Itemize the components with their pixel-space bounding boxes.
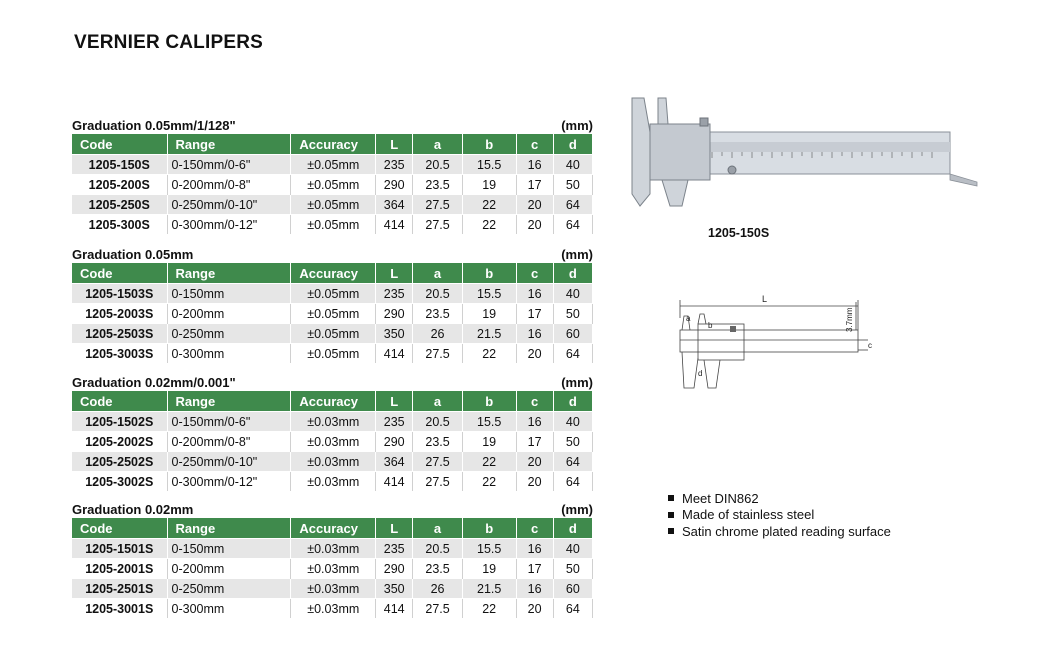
table-cell: 50 [553, 304, 592, 324]
section-heading: Graduation 0.05mm [72, 247, 194, 262]
product-code-cell: 1205-3003S [72, 344, 167, 364]
section-heading-row [72, 502, 593, 518]
section-heading: Graduation 0.02mm [72, 502, 194, 517]
table-cell: ±0.05mm [291, 175, 376, 195]
table-cell: 40 [553, 539, 592, 559]
column-header: a [413, 518, 463, 539]
table-cell: 27.5 [413, 195, 463, 215]
table-cell: 0-150mm [167, 284, 291, 304]
table-cell: ±0.03mm [291, 559, 376, 579]
table-cell: 21.5 [462, 324, 516, 344]
section-heading-row [72, 247, 593, 263]
table-cell: 20 [516, 472, 553, 492]
section-heading: Graduation 0.05mm/1/128" [72, 118, 236, 133]
feature-item [668, 490, 891, 507]
table-cell: ±0.03mm [291, 599, 376, 619]
table-row [72, 324, 593, 344]
column-header: Code [72, 263, 167, 284]
product-code-cell: 1205-200S [72, 175, 167, 195]
table-row [72, 284, 593, 304]
column-header: b [462, 263, 516, 284]
unit-label: (mm) [561, 375, 593, 390]
table-cell: 22 [462, 195, 516, 215]
column-header: d [553, 518, 592, 539]
table-cell: 19 [462, 304, 516, 324]
column-header: a [413, 134, 463, 155]
product-code-cell: 1205-3001S [72, 599, 167, 619]
table-cell: 0-250mm [167, 579, 291, 599]
table-cell: 0-200mm/0-8" [167, 175, 291, 195]
product-code-cell: 1205-1503S [72, 284, 167, 304]
table-cell: 60 [553, 579, 592, 599]
table-cell: 0-200mm [167, 304, 291, 324]
column-header: c [516, 391, 553, 412]
table-cell: 64 [553, 344, 592, 364]
spec-section [72, 375, 593, 491]
spec-table [72, 263, 593, 363]
table-cell: 15.5 [462, 155, 516, 175]
column-header: Range [167, 391, 291, 412]
bullet-icon [668, 528, 674, 534]
table-row [72, 344, 593, 364]
table-cell: ±0.05mm [291, 284, 376, 304]
bullet-icon [668, 495, 674, 501]
table-row [72, 452, 593, 472]
product-code-cell: 1205-3002S [72, 472, 167, 492]
spec-section [72, 247, 593, 363]
table-cell: 414 [376, 599, 413, 619]
table-cell: ±0.03mm [291, 539, 376, 559]
column-header: a [413, 263, 463, 284]
table-cell: 22 [462, 472, 516, 492]
column-header: Range [167, 518, 291, 539]
table-cell: 27.5 [413, 452, 463, 472]
table-cell: 20.5 [413, 539, 463, 559]
feature-text: Meet DIN862 [682, 490, 759, 506]
dim-label-height: 3.7mm [845, 307, 854, 332]
product-code-cell: 1205-2001S [72, 559, 167, 579]
product-code-cell: 1205-2003S [72, 304, 167, 324]
column-header: c [516, 518, 553, 539]
table-cell: 50 [553, 559, 592, 579]
table-cell: 19 [462, 559, 516, 579]
table-cell: 235 [376, 284, 413, 304]
table-cell: ±0.03mm [291, 432, 376, 452]
table-cell: 23.5 [413, 559, 463, 579]
section-heading: Graduation 0.02mm/0.001" [72, 375, 236, 390]
table-row [72, 412, 593, 432]
table-cell: ±0.05mm [291, 195, 376, 215]
table-cell: ±0.05mm [291, 304, 376, 324]
spec-table [72, 518, 593, 618]
table-cell: ±0.05mm [291, 155, 376, 175]
table-cell: 23.5 [413, 175, 463, 195]
table-cell: 20 [516, 344, 553, 364]
table-cell: 17 [516, 175, 553, 195]
dimension-diagram [668, 288, 878, 400]
table-cell: 414 [376, 472, 413, 492]
table-cell: 350 [376, 579, 413, 599]
table-cell: 0-250mm/0-10" [167, 195, 291, 215]
table-row [72, 599, 593, 619]
table-cell: 27.5 [413, 599, 463, 619]
table-cell: 19 [462, 432, 516, 452]
table-cell: 15.5 [462, 539, 516, 559]
table-cell: 290 [376, 432, 413, 452]
table-cell: 22 [462, 215, 516, 235]
table-row [72, 472, 593, 492]
table-cell: 40 [553, 412, 592, 432]
column-header: d [553, 263, 592, 284]
table-row [72, 579, 593, 599]
dim-label-c: c [868, 341, 872, 350]
table-cell: 364 [376, 195, 413, 215]
table-cell: 350 [376, 324, 413, 344]
table-cell: 16 [516, 284, 553, 304]
table-row [72, 559, 593, 579]
table-cell: 235 [376, 412, 413, 432]
table-cell: 60 [553, 324, 592, 344]
column-header: b [462, 518, 516, 539]
table-row [72, 215, 593, 235]
table-cell: 290 [376, 175, 413, 195]
table-row [72, 304, 593, 324]
feature-item [668, 507, 891, 524]
table-row [72, 155, 593, 175]
table-cell: 414 [376, 344, 413, 364]
column-header: Code [72, 518, 167, 539]
column-header: L [376, 263, 413, 284]
table-cell: 19 [462, 175, 516, 195]
column-header: Code [72, 134, 167, 155]
table-cell: 26 [413, 324, 463, 344]
table-header-row [72, 134, 593, 155]
spec-table [72, 391, 593, 491]
table-row [72, 195, 593, 215]
column-header: b [462, 134, 516, 155]
table-cell: 0-250mm/0-10" [167, 452, 291, 472]
column-header: Accuracy [291, 391, 376, 412]
table-cell: 235 [376, 539, 413, 559]
dim-label-a: a [686, 314, 691, 323]
table-cell: 16 [516, 155, 553, 175]
table-cell: 64 [553, 452, 592, 472]
product-code-cell: 1205-150S [72, 155, 167, 175]
table-cell: 235 [376, 155, 413, 175]
unit-label: (mm) [561, 118, 593, 133]
table-cell: 290 [376, 304, 413, 324]
table-cell: 20 [516, 195, 553, 215]
caliper-photo [622, 94, 982, 220]
table-row [72, 539, 593, 559]
table-cell: ±0.03mm [291, 452, 376, 472]
table-cell: 23.5 [413, 432, 463, 452]
unit-label: (mm) [561, 247, 593, 262]
table-cell: 64 [553, 599, 592, 619]
spec-table [72, 134, 593, 234]
table-cell: 27.5 [413, 344, 463, 364]
dim-label-d: d [698, 369, 703, 378]
column-header: Accuracy [291, 263, 376, 284]
product-code-cell: 1205-1502S [72, 412, 167, 432]
table-cell: 20 [516, 599, 553, 619]
table-cell: 26 [413, 579, 463, 599]
table-header-row [72, 518, 593, 539]
table-cell: 0-150mm [167, 539, 291, 559]
table-cell: 21.5 [462, 579, 516, 599]
table-cell: 414 [376, 215, 413, 235]
table-cell: 50 [553, 432, 592, 452]
table-cell: ±0.03mm [291, 412, 376, 432]
table-cell: 20 [516, 215, 553, 235]
table-cell: 64 [553, 472, 592, 492]
table-cell: 50 [553, 175, 592, 195]
table-cell: 0-150mm/0-6" [167, 155, 291, 175]
column-header: c [516, 263, 553, 284]
table-cell: 27.5 [413, 472, 463, 492]
table-cell: 15.5 [462, 412, 516, 432]
table-cell: 22 [462, 452, 516, 472]
section-heading-row [72, 118, 593, 134]
table-cell: ±0.03mm [291, 579, 376, 599]
column-header: Range [167, 263, 291, 284]
feature-text: Made of stainless steel [682, 507, 815, 523]
unit-label: (mm) [561, 502, 593, 517]
table-cell: 27.5 [413, 215, 463, 235]
table-cell: 22 [462, 599, 516, 619]
table-cell: 22 [462, 344, 516, 364]
table-cell: 16 [516, 412, 553, 432]
table-cell: 0-200mm [167, 559, 291, 579]
table-cell: 17 [516, 432, 553, 452]
feature-item [668, 523, 891, 540]
column-header: d [553, 134, 592, 155]
table-cell: 64 [553, 215, 592, 235]
table-cell: 20.5 [413, 155, 463, 175]
dim-label-b: b [708, 321, 713, 330]
page-title: VERNIER CALIPERS [74, 32, 264, 53]
table-header-row [72, 263, 593, 284]
column-header: Accuracy [291, 134, 376, 155]
table-cell: 16 [516, 579, 553, 599]
feature-text: Satin chrome plated reading surface [682, 523, 891, 539]
table-cell: 290 [376, 559, 413, 579]
table-cell: 16 [516, 324, 553, 344]
table-row [72, 432, 593, 452]
column-header: Accuracy [291, 518, 376, 539]
table-cell: 17 [516, 304, 553, 324]
column-header: b [462, 391, 516, 412]
table-header-row [72, 391, 593, 412]
table-cell: 0-200mm/0-8" [167, 432, 291, 452]
table-cell: 0-300mm/0-12" [167, 472, 291, 492]
section-heading-row [72, 375, 593, 391]
bullet-icon [668, 512, 674, 518]
spec-section [72, 502, 593, 618]
product-code-cell: 1205-250S [72, 195, 167, 215]
table-cell: 16 [516, 539, 553, 559]
table-cell: 40 [553, 155, 592, 175]
column-header: L [376, 391, 413, 412]
table-cell: 0-300mm/0-12" [167, 215, 291, 235]
column-header: L [376, 134, 413, 155]
table-cell: 0-300mm [167, 344, 291, 364]
column-header: c [516, 134, 553, 155]
table-cell: 0-300mm [167, 599, 291, 619]
product-code-cell: 1205-2503S [72, 324, 167, 344]
product-code-cell: 1205-2002S [72, 432, 167, 452]
table-cell: 20.5 [413, 284, 463, 304]
product-code-cell: 1205-300S [72, 215, 167, 235]
table-cell: 64 [553, 195, 592, 215]
table-cell: 20 [516, 452, 553, 472]
table-cell: 23.5 [413, 304, 463, 324]
spec-section [72, 118, 593, 234]
column-header: a [413, 391, 463, 412]
table-cell: 0-250mm [167, 324, 291, 344]
dim-label-l: L [762, 294, 768, 304]
table-cell: 17 [516, 559, 553, 579]
table-cell: 0-150mm/0-6" [167, 412, 291, 432]
table-cell: 20.5 [413, 412, 463, 432]
column-header: d [553, 391, 592, 412]
product-code-cell: 1205-2502S [72, 452, 167, 472]
feature-list [668, 490, 891, 540]
table-cell: ±0.05mm [291, 215, 376, 235]
column-header: Range [167, 134, 291, 155]
product-code-cell: 1205-1501S [72, 539, 167, 559]
table-cell: ±0.05mm [291, 324, 376, 344]
table-cell: 364 [376, 452, 413, 472]
table-row [72, 175, 593, 195]
column-header: L [376, 518, 413, 539]
table-cell: 15.5 [462, 284, 516, 304]
table-cell: 40 [553, 284, 592, 304]
table-cell: ±0.03mm [291, 472, 376, 492]
column-header: Code [72, 391, 167, 412]
table-cell: ±0.05mm [291, 344, 376, 364]
photo-caption: 1205-150S [708, 226, 770, 240]
product-code-cell: 1205-2501S [72, 579, 167, 599]
